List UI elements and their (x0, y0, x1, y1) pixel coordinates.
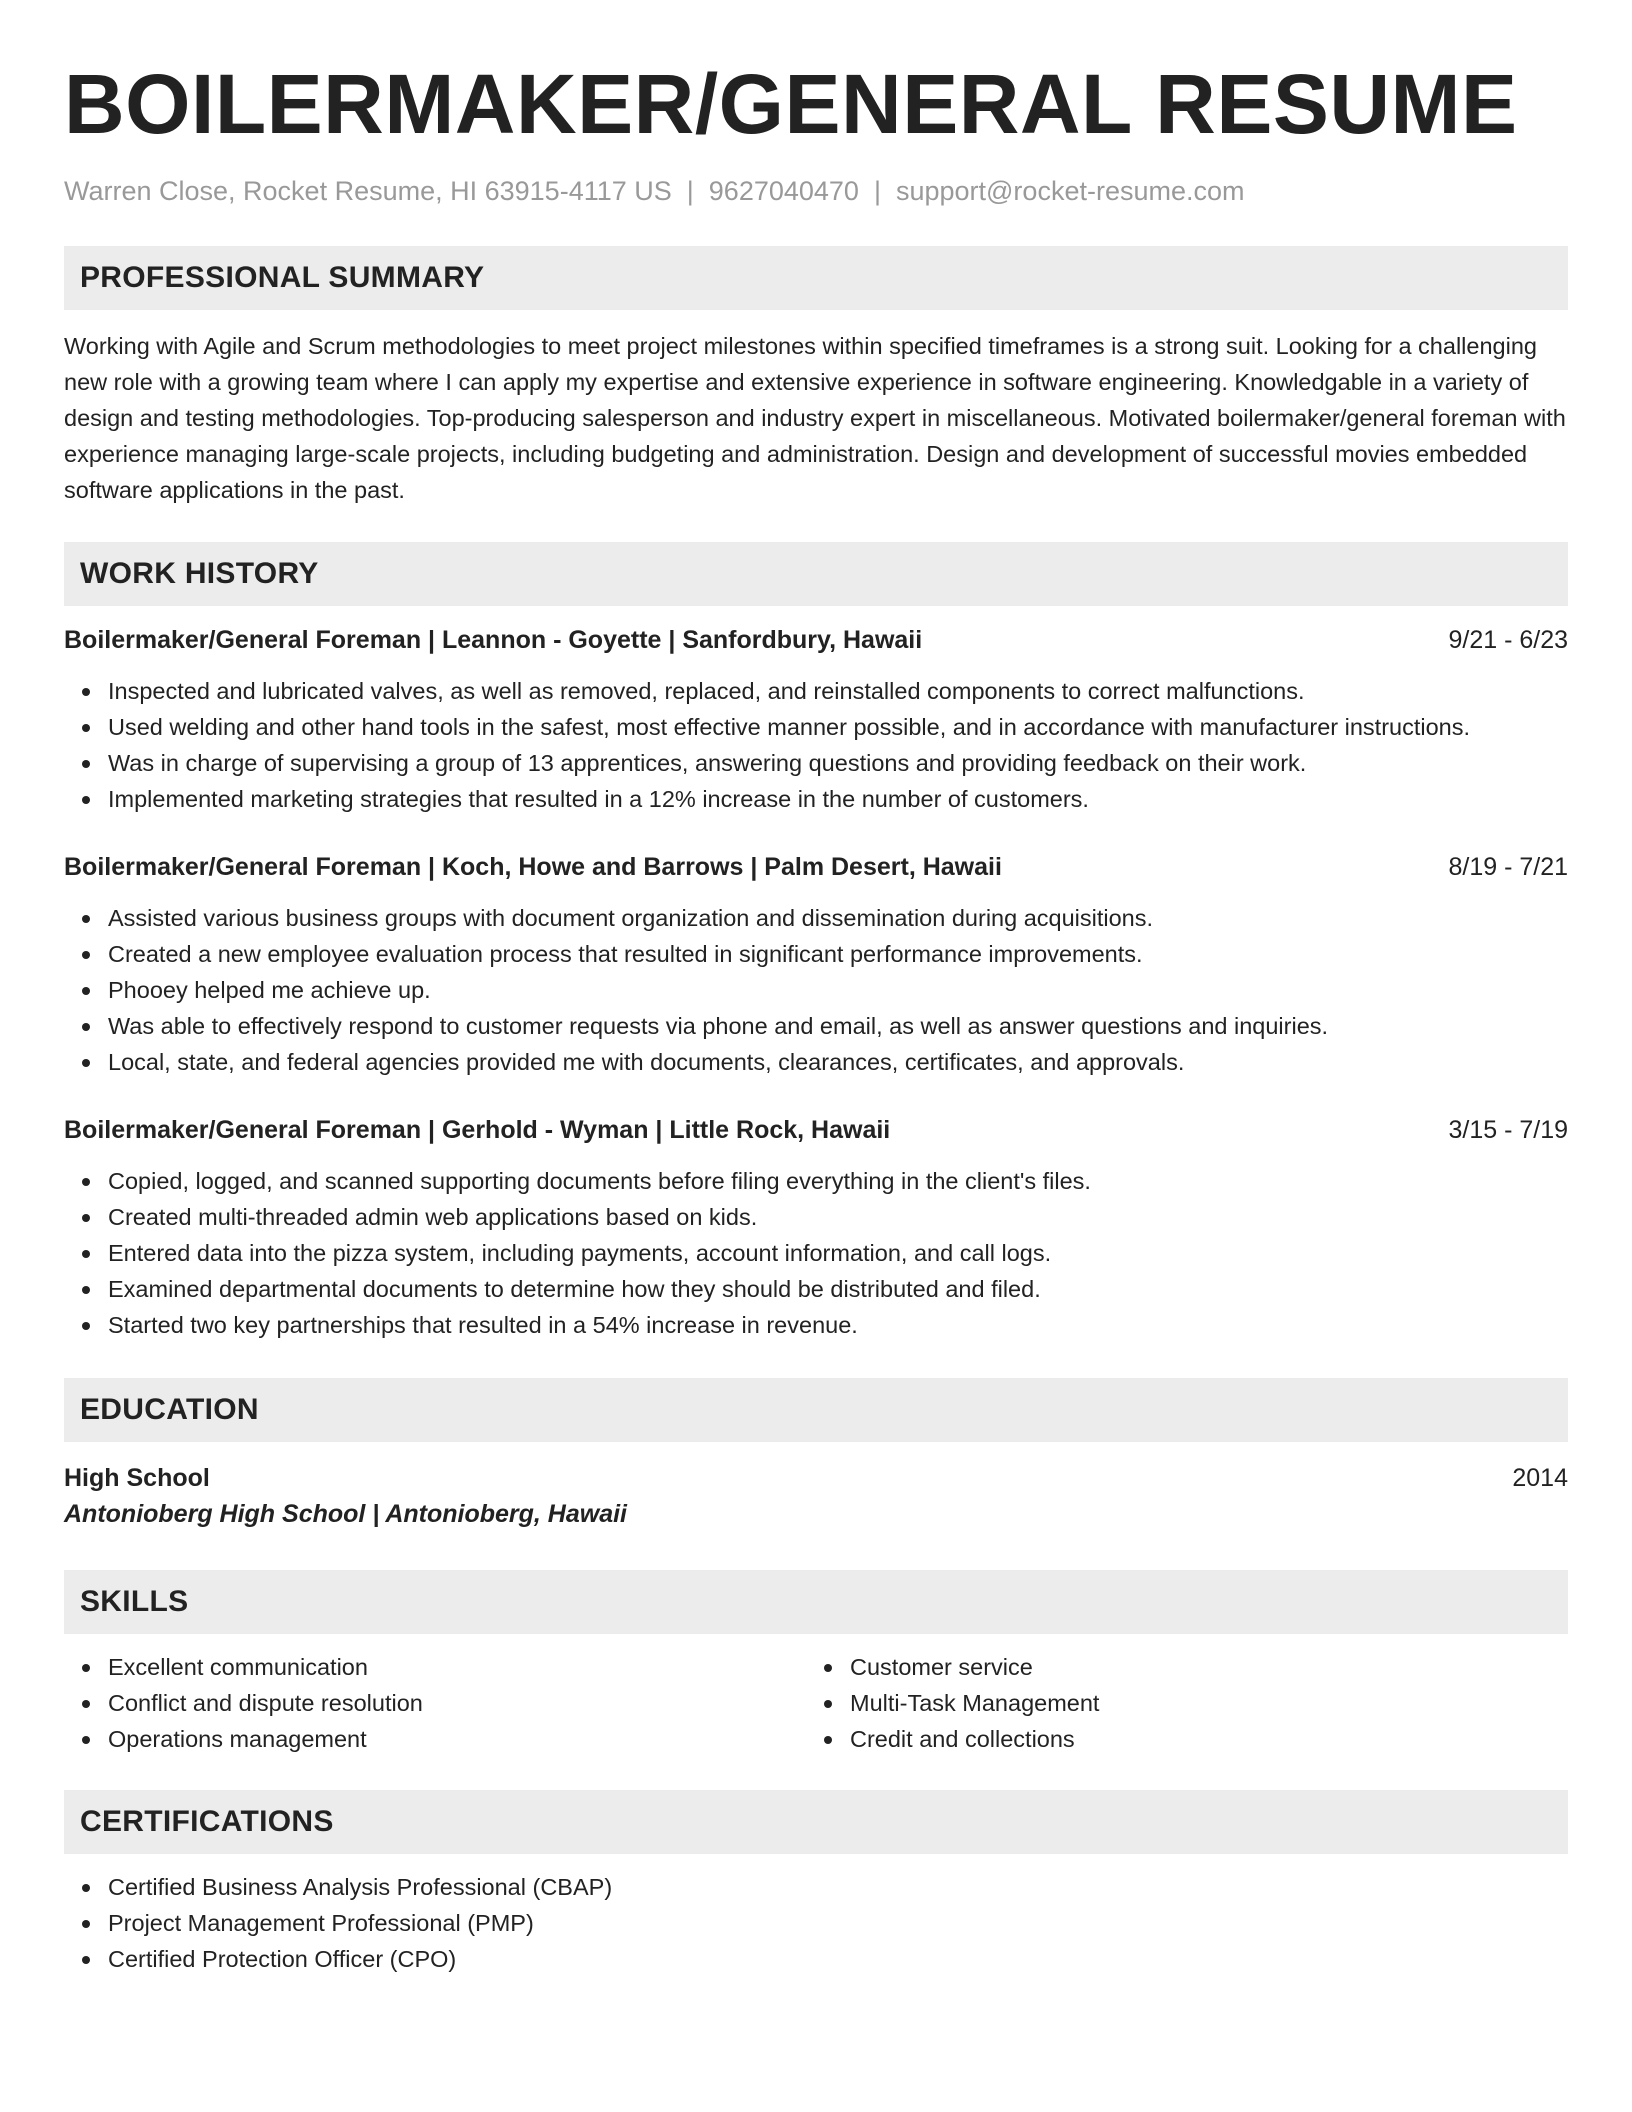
education-school: Antonioberg High School | Antonioberg, Hawaii (64, 1500, 627, 1528)
contact-phone: 9627040470 (708, 176, 859, 206)
section-header-skills: SKILLS (64, 1570, 1568, 1634)
job-entry (64, 849, 1568, 1080)
contact-line (64, 174, 1568, 208)
contact-email: support@rocket-resume.com (895, 176, 1245, 206)
skills-column-right (806, 1649, 1548, 1757)
contact-address: Warren Close, Rocket Resume, HI 63915-4117 US (64, 176, 672, 206)
resume-title: BOILERMAKER/GENERAL RESUME (64, 57, 1518, 151)
job-bullet: Used welding and other hand tools in the safest, most effective manner possible, and in accordance with manufacturer instructions. (108, 709, 1568, 745)
job-header (64, 622, 1568, 658)
job-bullets (64, 673, 1568, 817)
section-header-work-history: WORK HISTORY (64, 542, 1568, 606)
job-header (64, 849, 1568, 885)
job-entry (64, 1112, 1568, 1343)
job-entry (64, 622, 1568, 817)
summary-text: Working with Agile and Scrum methodologies to meet project milestones within specified timeframes is a strong suit. Looking for a challenging new role with a growing team where I can apply my expertise and extensive experience in software engineering. Knowledgable in a variety of design and testing methodologies. Top-producing salesperson and industry expert in miscellaneous. Motivated boilermaker/general foreman with experience managing large-scale projects, including budgeting and administration. Design and development of successful movies embedded software applications in the past. (64, 333, 1566, 503)
job-bullet: Examined departmental documents to determine how they should be distributed and filed. (108, 1271, 1568, 1307)
job-bullet: Started two key partnerships that resulted in a 54% increase in revenue. (108, 1307, 1568, 1343)
contact-separator: | (686, 176, 694, 206)
certification-item: Project Management Professional (PMP) (108, 1905, 1568, 1941)
job-dates: 8/19 - 7/21 (1448, 853, 1568, 881)
job-dates: 9/21 - 6/23 (1448, 626, 1568, 654)
certifications-list (64, 1869, 1568, 1977)
education-header (64, 1460, 1568, 1496)
job-bullet: Copied, logged, and scanned supporting documents before filing everything in the client's files. (108, 1163, 1568, 1199)
contact-separator: | (873, 176, 881, 206)
certification-item: Certified Business Analysis Professional (CBAP) (108, 1869, 1568, 1905)
job-bullet: Created a new employee evaluation process that resulted in significant performance improvements. (108, 936, 1568, 972)
skill-item: Multi-Task Management (850, 1685, 1548, 1721)
job-dates: 3/15 - 7/19 (1448, 1116, 1568, 1144)
job-bullet: Implemented marketing strategies that resulted in a 12% increase in the number of customers. (108, 781, 1568, 817)
job-bullet: Local, state, and federal agencies provided me with documents, clearances, certificates, and approvals. (108, 1044, 1568, 1080)
job-bullet: Entered data into the pizza system, including payments, account information, and call logs. (108, 1235, 1568, 1271)
education-year: 2014 (1512, 1464, 1568, 1492)
section-header-summary: PROFESSIONAL SUMMARY (64, 246, 1568, 310)
job-bullet: Inspected and lubricated valves, as well as removed, replaced, and reinstalled components to correct malfunctions. (108, 673, 1568, 709)
skills-grid (64, 1649, 1568, 1757)
education-degree: High School (64, 1464, 210, 1492)
skill-item: Operations management (108, 1721, 806, 1757)
skills-column-left (64, 1649, 806, 1757)
section-header-certifications: CERTIFICATIONS (64, 1790, 1568, 1854)
certification-item: Certified Protection Officer (CPO) (108, 1941, 1568, 1977)
resume-page (64, 0, 1568, 1977)
job-title: Boilermaker/General Foreman | Koch, Howe and Barrows | Palm Desert, Hawaii (64, 853, 1002, 881)
skill-item: Conflict and dispute resolution (108, 1685, 806, 1721)
job-bullet: Was in charge of supervising a group of 13 apprentices, answering questions and providing feedback on their work. (108, 745, 1568, 781)
job-bullets (64, 1163, 1568, 1343)
job-bullet: Assisted various business groups with document organization and dissemination during acquisitions. (108, 900, 1568, 936)
job-bullet: Created multi-threaded admin web applications based on kids. (108, 1199, 1568, 1235)
job-bullets (64, 900, 1568, 1080)
job-title: Boilermaker/General Foreman | Gerhold - Wyman | Little Rock, Hawaii (64, 1116, 891, 1144)
job-bullet: Phooey helped me achieve up. (108, 972, 1568, 1008)
job-bullet: Was able to effectively respond to customer requests via phone and email, as well as answer questions and inquiries. (108, 1008, 1568, 1044)
job-header (64, 1112, 1568, 1148)
section-header-education: EDUCATION (64, 1378, 1568, 1442)
job-title: Boilermaker/General Foreman | Leannon - Goyette | Sanfordbury, Hawaii (64, 626, 923, 654)
skill-item: Excellent communication (108, 1649, 806, 1685)
skill-item: Customer service (850, 1649, 1548, 1685)
skill-item: Credit and collections (850, 1721, 1548, 1757)
